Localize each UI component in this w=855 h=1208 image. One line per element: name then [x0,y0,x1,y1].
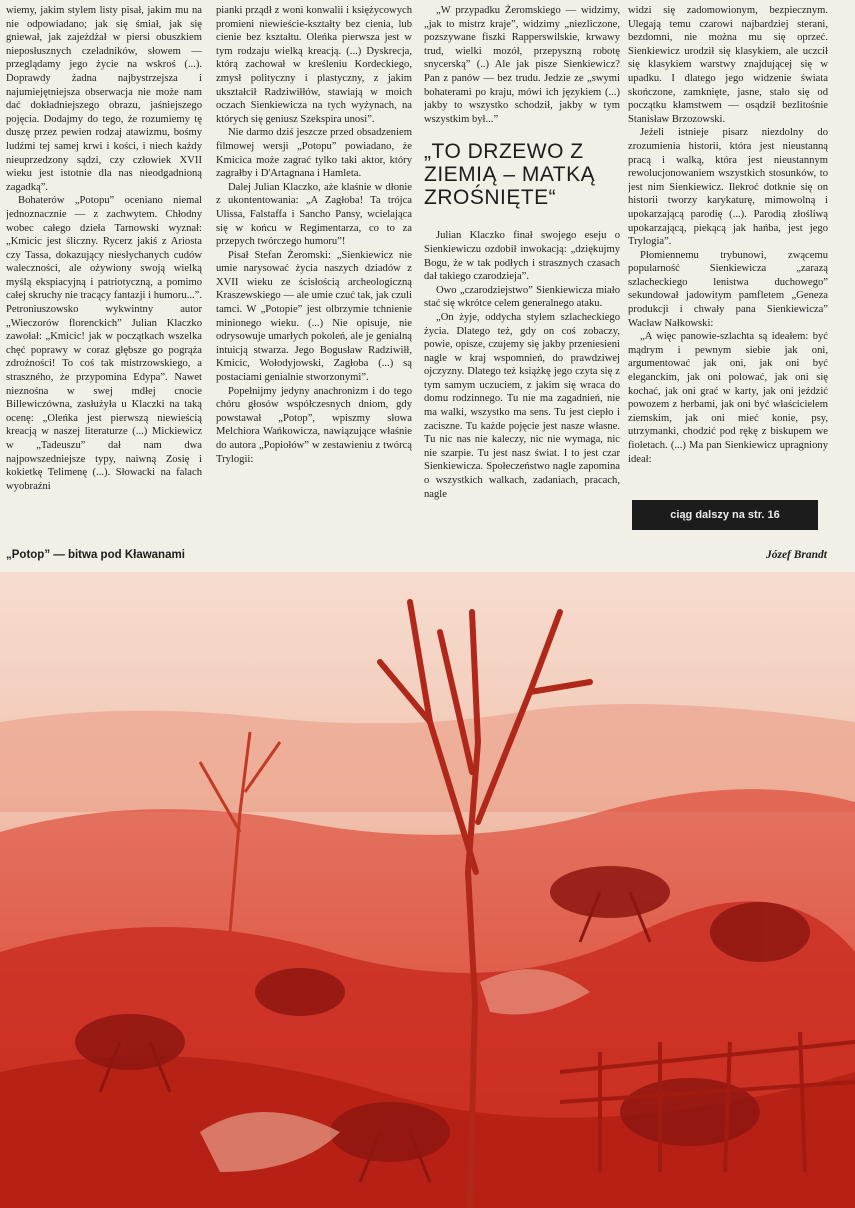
paragraph: Bohaterów „Potopu” oceniano niemal jednoznacznie — z zachwytem. Chłodny wobec całego dzieła Tarnowski wyznał: „Kmicic jest śliczny. Rycerz jakiś z Ariosta czy Tassa, dokazujący niesłychanych cudów waleczności, ale ożywiony swoją wielką myślą ekspiacyjną i patriotyczną, a pomimo całej skruchy nie tracący fantazji i humoru...”. Petroniuszowsko wykwintny autor „Wieczorów florenckich” Julian Klaczko zawołał: „Kmicic! jak w początkach wszelka chęć poprawy w coraz głębsze go pogrąża zdrożności! To coś tak mistrzowskiego, a straszného, że przypomina Edypa”. Nawet nieznośna w swej mdłej cnocie Billewiczówna, zasłużyła u Klaczki na taką ocenę: „Oleńka jest pierwszą niewieścią kreacją w naszej literaturze (...) Mickiewicz w „Tadeuszu” dał nam dwa najpowszedniejsze typy, naiwną Zosię i kokietkę Telimenę (...). Słowacki na falach wyobraźni [6,195,202,492]
continuation-note: ciąg dalszy na str. 16 [632,500,818,530]
paragraph: Dalej Julian Klaczko, aże klaśnie w dłonie z ukontentowania: „A Zagłoba! Ta trójca Ulissa, Falstaffa i Sancho Pansy, wcielająca się w końcu w Regimentarza, co to za przepych twórczego humoru”! [216,181,412,248]
battle-painting-photo [0,572,855,1208]
paragraph: pianki prządł z woni konwalii i księżycowych promieni niewieście-kształty bez cienia, lub cienie bez kształtu. Oleńka pierwsza jest w tym rodzaju wielką kreacją. (...) Dyskrecja, którą zachował w kreśleniu Kordeckiego, zmysł polityczny i plastyczny, z jakim ukształcił Radziwiłłów, stawiają w moich oczach Sienkiewicza na tych wyżynach, na których się geniusz Szekspira unosi”. [216,5,412,125]
photo-caption: „Potop” — bitwa pod Kławanami [6,549,185,561]
paragraph: Płomiennemu trybunowi, zwącemu popularność Sienkiewicza „zarazą szlacheckiego lenistwa duchowego” sekundował jadowitym pamfletem „Geneza produkcji i chwały pana Sienkiewicza” Wacław Nałkowski: [628,249,828,329]
paragraph: „A więc panowie-szlachta są ideałem: być mądrym i pewnym siebie jak oni, argumentować jak oni, jak oni być eleganckim, jak oni polować, jak oni się kochać, jak oni grać w karty, jak oni jeździć powozem z herbami, jak oni być właścicielem ziemskim, jak oni mieć konie, psy, utrzymanki, chodzić pod rękę z biskupem we fioletach. (...) Ma pan Sienkiewicz upragniony ideał: [628,331,828,465]
paragraph: Julian Klaczko finał swojego eseju o Sienkiewiczu ozdobił inwokacją: „dziękujmy Bogu, że w tak podłych i strasznych czasach dał takiego czarodzieja”. [424,230,620,283]
article-column-1 [6,4,202,544]
paragraph: „On żyje, oddycha stylem szlacheckiego życia. Dlatego też, gdy on coś zobaczy, powie, opisze, czujemy się jakby przeniesieni nagle w kraj wspomnień, do prawdziwej ojczyzny. Dlatego też książkę jego czyta się z tym samym uczuciem, z jakim się wraca do domu rodzinnego. Tu nie ma zagadnień, nie ma walki, wszystko ma sens. Tu jest ciepło i zaciszne. Tu każde pojęcie jest nasze własne. Tu nic nas nie kaleczy, nic nie wymaga, nic nie szarpie. Tu jest nasz świat. I to jest czar Sienkiewicza. Społeczeństwo nagle zapomina o wszystkich walkach, zadaniach, pracach, nagle [424,311,620,500]
paragraph: wiemy, jakim stylem listy pisał, jakim mu na nie odpowiadano; jak się śmiał, jak się gniewał, jak zajeżdżał w piersi obuszkiem nieposłusznych czeladników, słowem — przeglądamy jego życie na wskroś (...). Doprawdy żadna najbystrzejsza i najumiejętniejsza obserwacja nie może nam dać dokładniejszego obrazu, jaśniejszego pojęcia. Dodajmy do tego, że rozumiemy tę duszę przez pewien rodzaj atawizmu, bośmy ludźmi tej samej krwi i kości, i niech każdy nieuprzedzony sądzi, czy człowiek XVII wieku jest istotnie dla nas nieodgadnioną zagadką”. [6,5,202,193]
article-column-3 [424,4,620,544]
paragraph: Nie darmo dziś jeszcze przed obsadzeniem filmowej wersji „Potopu” powiadano, że Kmicica może zagrać tylko taki aktor, który zagrałby i D'Artagnana i Hamleta. [216,127,412,180]
paragraph: Popełnijmy jedyny anachronizm i do tego chóru głosów współczesnych dniom, gdy powstawał „Potop”, wpiszmy słowa Melchiora Wańkowicza, nawiązujące właśnie do autora „Popiołów” w zestawieniu z twórcą Trylogii: [216,385,412,465]
article-column-2 [216,4,412,544]
paragraph: Jeżeli istnieje pisarz niezdolny do zrozumienia historii, która jest nieustanną pracą i walką, która jest nieustannym rewolucjonowaniem wszystkich stosunków, to jest nim Sienkiewicz. Ilekroć dotknie się on historii tworzy karykaturę, mimowolną i upokarzającą parodię (...). Parodią złośliwą upokarzającą, piekącą jak hańba, jest jego Trylogia”. [628,127,828,248]
section-heading: „TO DRZEWO Z ZIEMIĄ – MATKĄ ZROŚNIĘTE“ [424,140,596,210]
photo-author: Józef Brandt [765,549,827,561]
paragraph: Pisał Stefan Żeromski: „Sienkiewicz nie umie narysować życia naszych dziadów z XVII wieku ze ścisłością archeologiczną Kraszewskiego — ale umie czuć tak, jak czuli tamci. W „Potopie” jest olbrzymie tchnienie minionego wieku. (...) Nie opisuje, nie odrysowuje umarłych pokoleń, ale je genialną intuicją stwarza. Jego Bogusław Radziwiłł, Kmicic, Wołodyjowski, Zagłoba (...) są postaciami genialnie stworzonymi”. [216,249,412,384]
paragraph: widzi się zadomowionym, bezpiecznym. Ulegają temu czarowi najbardziej sterani, bezdomni, nie można mu się oprzeć. Sienkiewicz urodził się klasykiem, ale uczcił się klasykiem warstwy znajdującej się w upadku. I dlatego jego widzenie świata skończone, zamknięte, jasne, stało się od początku kłamstwem — osądził bezlitośnie Stanisław Brzozowski. [628,5,828,125]
paragraph: „W przypadku Żeromskiego — widzimy, „jak to mistrz kraje”, widzimy „niezliczone, pozszywane fiszki Rapperswilskie, krwawy trud, wielki mozół, przepyszną robotę snycerską” (..) Ale jak pisze Sienkiewicz? Pan z panów — bez trudu. Jedzie ze „swymi bohaterami po kraju, mówi ich językiem (...) jakby to wszystko schodził, jakby w tym wszystkim był...” [424,5,620,125]
paragraph: Owo „czarodziejstwo” Sienkiewicza miało stać się wkrótce celem generalnego ataku. [424,284,620,310]
painting-illustration [0,572,855,1208]
article-column-4 [628,4,828,494]
